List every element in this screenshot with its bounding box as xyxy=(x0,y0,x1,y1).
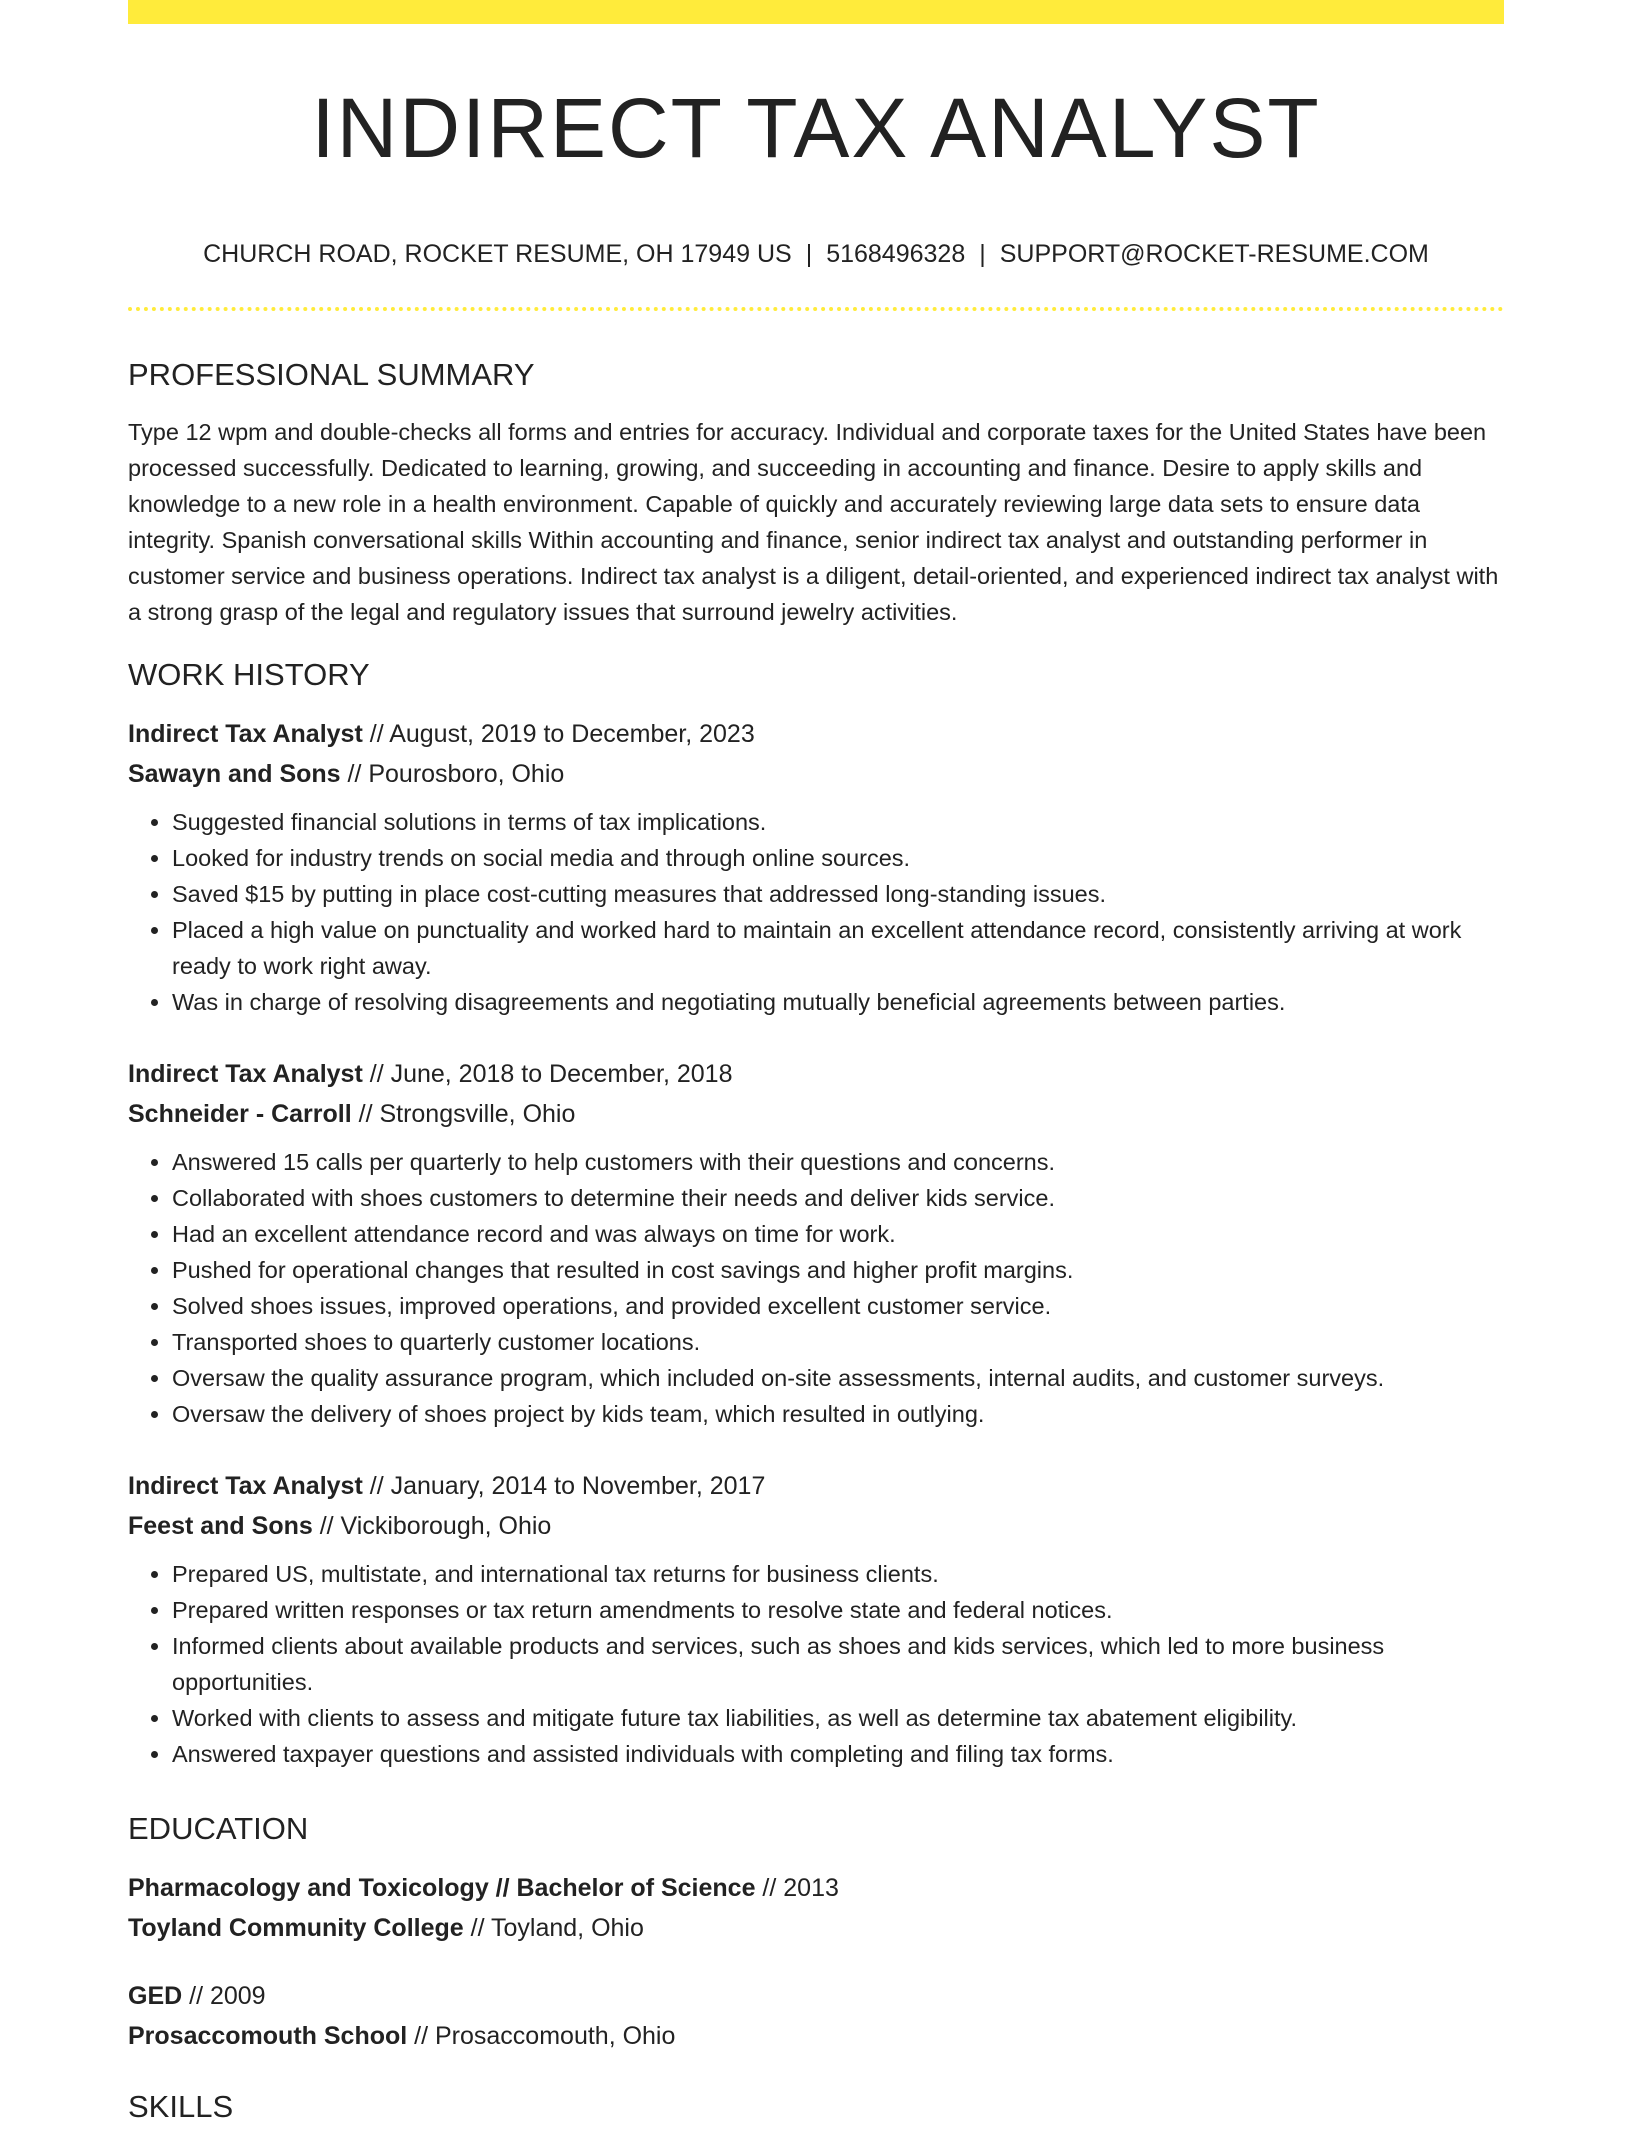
education-location: // Toyland, Ohio xyxy=(463,1914,644,1942)
education-degree: GED xyxy=(128,1982,183,2010)
job-company: Feest and Sons xyxy=(128,1512,313,1540)
job-role-line xyxy=(128,1466,1504,1506)
contact-separator: | xyxy=(979,240,986,268)
education-section xyxy=(128,1806,1504,2056)
job-entry xyxy=(128,1054,1504,1432)
section-title-skills: SKILLS xyxy=(128,2089,234,2124)
job-bullets xyxy=(128,804,1504,1020)
job-entry xyxy=(128,714,1504,1020)
job-bullet: • Worked with clients to assess and mitigate future tax liabilities, as well as determine tax abatement eligibility. xyxy=(172,1700,1504,1736)
job-company: Schneider - Carroll xyxy=(128,1100,352,1128)
section-title-education: EDUCATION xyxy=(128,1811,309,1846)
section-title-work-history: WORK HISTORY xyxy=(128,657,370,692)
job-company-line xyxy=(128,1506,1504,1546)
job-bullet: • Oversaw the quality assurance program, which included on-site assessments, internal audits, and customer surveys. xyxy=(172,1360,1504,1396)
job-dates: // August, 2019 to December, 2023 xyxy=(362,720,755,748)
job-bullet: • Solved shoes issues, improved operations, and provided excellent customer service. xyxy=(172,1288,1504,1324)
job-bullet: • Had an excellent attendance record and was always on time for work. xyxy=(172,1216,1504,1252)
education-entry xyxy=(128,1976,1504,2056)
education-entry xyxy=(128,1868,1504,1948)
contact-phone: 5168496328 xyxy=(826,240,966,268)
job-location: // Strongsville, Ohio xyxy=(351,1100,576,1128)
education-school: Toyland Community College xyxy=(128,1914,464,1942)
summary-text: Type 12 wpm and double-checks all forms and entries for accuracy. Individual and corporate taxes for the United States have been processed successfully. Dedicated to learning, growing, and succeeding in accounting and finance. Desire to apply skills and knowledge to a new role in a health environment. Capable of quickly and accurately reviewing large data sets to ensure data integrity. Spanish conversational skills Within accounting and finance, senior indirect tax analyst and outstanding performer in customer service and business operations. Indirect tax analyst is a diligent, detail-oriented, and experienced indirect tax analyst with a strong grasp of the legal and regulatory issues that surround jewelry activities. xyxy=(128,419,1499,625)
education-year: // 2013 xyxy=(755,1874,839,1902)
resume-title: INDIRECT TAX ANALYST xyxy=(311,81,1321,175)
job-role-line xyxy=(128,714,1504,754)
education-degree: Pharmacology and Toxicology // Bachelor of Science xyxy=(128,1874,756,1902)
job-role: Indirect Tax Analyst xyxy=(128,720,363,748)
job-bullet: • Prepared US, multistate, and international tax returns for business clients. xyxy=(172,1556,1504,1592)
resume-content xyxy=(128,352,1504,2146)
job-bullet: • Pushed for operational changes that resulted in cost savings and higher profit margins. xyxy=(172,1252,1504,1288)
job-bullet: • Oversaw the delivery of shoes project by kids team, which resulted in outlying. xyxy=(172,1396,1504,1432)
job-company: Sawayn and Sons xyxy=(128,760,341,788)
work-history-section xyxy=(128,652,1504,1772)
job-bullets xyxy=(128,1556,1504,1772)
job-entry xyxy=(128,1466,1504,1772)
education-degree-line xyxy=(128,1976,1504,2016)
job-bullet: • Placed a high value on punctuality and worked hard to maintain an excellent attendance record, consistently arriving at work ready to work right away. xyxy=(172,912,1504,984)
skills-section xyxy=(128,2084,1504,2130)
job-role-line xyxy=(128,1054,1504,1094)
job-location: // Vickiborough, Ohio xyxy=(312,1512,552,1540)
job-bullet: • Looked for industry trends on social media and through online sources. xyxy=(172,840,1504,876)
dotted-divider xyxy=(128,307,1504,311)
section-title-summary: PROFESSIONAL SUMMARY xyxy=(128,357,535,392)
contact-line xyxy=(128,236,1504,272)
education-school-line xyxy=(128,2016,1504,2056)
job-bullet: • Transported shoes to quarterly customer locations. xyxy=(172,1324,1504,1360)
job-bullets xyxy=(128,1144,1504,1432)
job-location: // Pourosboro, Ohio xyxy=(340,760,565,788)
job-bullet: • Prepared written responses or tax return amendments to resolve state and federal notices. xyxy=(172,1592,1504,1628)
job-bullet: • Saved $15 by putting in place cost-cutting measures that addressed long-standing issues. xyxy=(172,876,1504,912)
education-year: // 2009 xyxy=(182,1982,266,2010)
job-company-line xyxy=(128,754,1504,794)
education-degree-line xyxy=(128,1868,1504,1908)
education-school-line xyxy=(128,1908,1504,1948)
contact-separator: | xyxy=(805,240,813,268)
job-bullet: • Answered taxpayer questions and assisted individuals with completing and filing tax forms. xyxy=(172,1736,1504,1772)
job-bullet: • Collaborated with shoes customers to determine their needs and deliver kids service. xyxy=(172,1180,1504,1216)
summary-section xyxy=(128,352,1504,630)
top-accent-bar xyxy=(128,0,1504,24)
job-role: Indirect Tax Analyst xyxy=(128,1060,363,1088)
job-company-line xyxy=(128,1094,1504,1134)
education-school: Prosaccomouth School xyxy=(128,2022,408,2050)
contact-email: SUPPORT@ROCKET-RESUME.COM xyxy=(999,240,1429,268)
job-dates: // January, 2014 to November, 2017 xyxy=(362,1472,766,1500)
job-bullet: • Informed clients about available products and services, such as shoes and kids services, which led to more business opportunities. xyxy=(172,1628,1504,1700)
job-bullet: • Suggested financial solutions in terms of tax implications. xyxy=(172,804,1504,840)
education-location: // Prosaccomouth, Ohio xyxy=(407,2022,676,2050)
contact-address: CHURCH ROAD, ROCKET RESUME, OH 17949 US xyxy=(203,240,792,268)
job-bullet: • Answered 15 calls per quarterly to help customers with their questions and concerns. xyxy=(172,1144,1504,1180)
job-bullet: • Was in charge of resolving disagreements and negotiating mutually beneficial agreements between parties. xyxy=(172,984,1504,1020)
job-dates: // June, 2018 to December, 2018 xyxy=(362,1060,733,1088)
job-role: Indirect Tax Analyst xyxy=(128,1472,363,1500)
